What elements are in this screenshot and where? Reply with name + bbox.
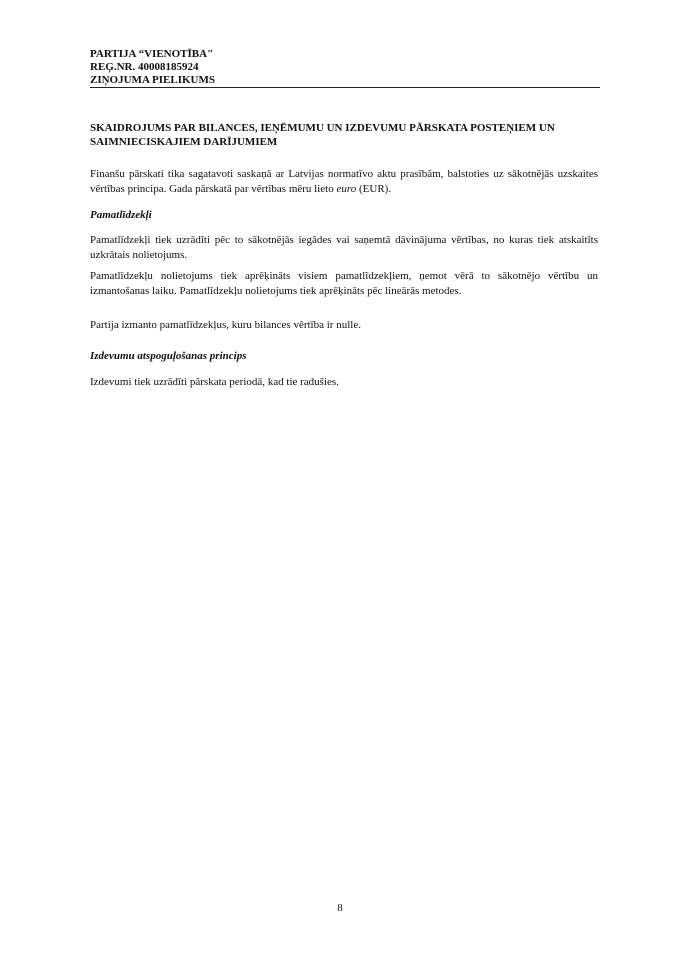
fixed-assets-paragraph-3: Partija izmanto pamatlīdzekļus, kuru bilances vērtība ir nulle. <box>90 319 361 331</box>
expenses-paragraph: Izdevumi tiek uzrādīti pārskata periodā, kad tie radušies. <box>90 376 339 388</box>
header-divider <box>90 87 600 88</box>
intro-text: Finanšu pārskati tika sagatavoti saskaņā ar Latvijas normatīvo aktu prasībām, balstoties uz sākotnējās uzskaites vērtības principa. Gada pārskatā par vērtības mēru lieto <box>90 168 598 195</box>
currency-name: euro <box>336 183 357 195</box>
section-title-line-1: SKAIDROJUMS PAR BILANCES, IEŅĒMUMU UN IZDEVUMU PĀRSKATA POSTEŅIEM UN <box>90 122 555 134</box>
intro-paragraph <box>90 167 598 197</box>
party-name: PARTIJA “VIENOTĪBA" <box>90 48 214 60</box>
section-title-line-2: SAIMNIECISKAJIEM DARĪJUMIEM <box>90 136 278 148</box>
fixed-assets-paragraph-1: Pamatlīdzekļi tiek uzrādīti pēc to sākotnējās iegādes vai saņemtā dāvinājuma vērtības, no kuras tiek atskaitīts uzkrātais nolietojums. <box>90 234 598 261</box>
registration-number: REĢ.NR. 40008185924 <box>90 61 199 73</box>
intro-text-end: (EUR). <box>356 183 392 195</box>
section-title <box>90 121 600 149</box>
page-number: 8 <box>337 902 343 914</box>
report-appendix-title: ZIŅOJUMA PIELIKUMS <box>90 74 215 86</box>
document-header <box>90 48 600 87</box>
expenses-heading: Izdevumu atspoguļošanas princips <box>90 350 247 362</box>
fixed-assets-heading: Pamatlīdzekļi <box>90 209 152 221</box>
fixed-assets-paragraph-2: Pamatlīdzekļu nolietojums tiek aprēķināts visiem pamatlīdzekļiem, ņemot vērā to sākotnējo vērtību un izmantošanas laiku. Pamatlīdzekļu nolietojums tiek aprēķināts pēc lineārās metodes. <box>90 270 598 297</box>
